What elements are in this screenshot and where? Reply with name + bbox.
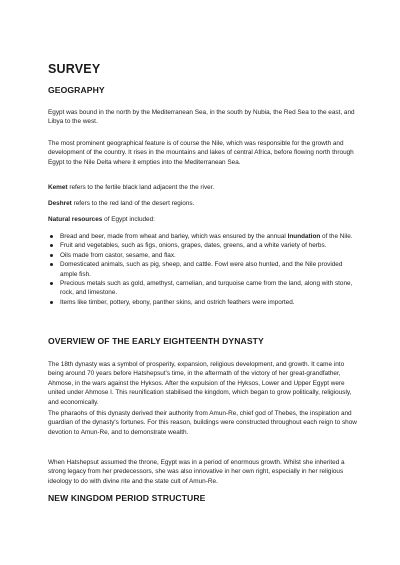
paragraph-kemet — [48, 183, 360, 192]
resources-intro: of Egypt included: — [102, 216, 155, 223]
bullet-icon — [50, 301, 53, 304]
paragraph: The 18th dynasty was a symbol of prosperity, expansion, religious development, and growth. It came into being around 70 years before Hatshepsut's time, in the aftermath of the victory of her great-grandfather, Ahmose, in the wars against the Hyksos. After the expulsion of the Hyksos, Lower and Upper Egypt were united under Ahmose I. This reunification stabilised the kingdom, which began to grow politically, religiously, and economically. — [48, 361, 352, 406]
list-item: Fruit and vegetables, such as figs, onions, grapes, dates, greens, and a white variety of herbs. — [48, 241, 360, 250]
bullet-icon — [50, 254, 53, 257]
list-item: Domesticated animals, such as pig, sheep, and cattle. Fowl were also hunted, and the Nile provided ample fish. — [48, 260, 360, 279]
list-item: Precious metals such as gold, amethyst, carnelian, and turquoise came from the land, along with stone, rock, and limestone. — [48, 279, 360, 298]
paragraph-deshret — [48, 199, 360, 208]
resources-list — [48, 232, 360, 307]
bullet-icon — [50, 244, 53, 247]
list-item: Items like timber, pottery, ebony, panther skins, and ostrich feathers were imported. — [48, 298, 360, 307]
paragraph: The most prominent geographical feature is of course the Nile, which was responsible for the growth and development of the country. It rises in the mountains and lakes of central Africa, before flowing north through Egypt to the Nile Delta where it empties into the Mediterranean Sea. — [48, 140, 354, 166]
bullet-icon — [50, 235, 53, 238]
definition-deshret: refers to the red land of the desert regions. — [71, 200, 195, 207]
paragraph-resources — [48, 215, 360, 224]
definition-kemet: refers to the fertile black land adjacent the the river. — [67, 184, 215, 191]
section-heading-new-kingdom: NEW KINGDOM PERIOD STRUCTURE — [48, 493, 206, 503]
list-item: Oils made from castor, sesame, and flax. — [48, 251, 360, 260]
section-heading-geography: GEOGRAPHY — [48, 85, 105, 95]
paragraph: Egypt was bound in the north by the Mediterranean Sea, in the south by Nubia, the Red Sea to the east, and Libya to the west. — [48, 109, 355, 126]
paragraph: The pharaohs of this dynasty derived their authority from Amun-Re, chief god of Thebes, the inspiration and guardian of the dynasty's fortunes. For this reason, buildings were constructed throughout each reign to show devotion to Amun-Re, and to demonstrate wealth. — [48, 410, 357, 436]
term-kemet: Kemet — [48, 184, 68, 191]
bullet-icon — [50, 282, 53, 285]
term-natural-resources: Natural resources — [48, 216, 103, 223]
paragraph: When Hatshepsut assumed the throne, Egypt was in a period of enormous growth. Whilst she inherited a strong legacy from her predecessors, she was also innovative in her own right, especially in her religious ideology to do with divine rite and the state cult of Amun-Re. — [48, 459, 345, 485]
page-title: SURVEY — [48, 62, 101, 76]
list-item: Bread and beer, made from wheat and barley, which was ensured by the annual Inundation of the Nile. — [48, 232, 360, 241]
term-deshret: Deshret — [48, 200, 72, 207]
section-heading-overview: OVERVIEW OF THE EARLY EIGHTEENTH DYNASTY — [48, 336, 264, 346]
bullet-icon — [50, 263, 53, 266]
